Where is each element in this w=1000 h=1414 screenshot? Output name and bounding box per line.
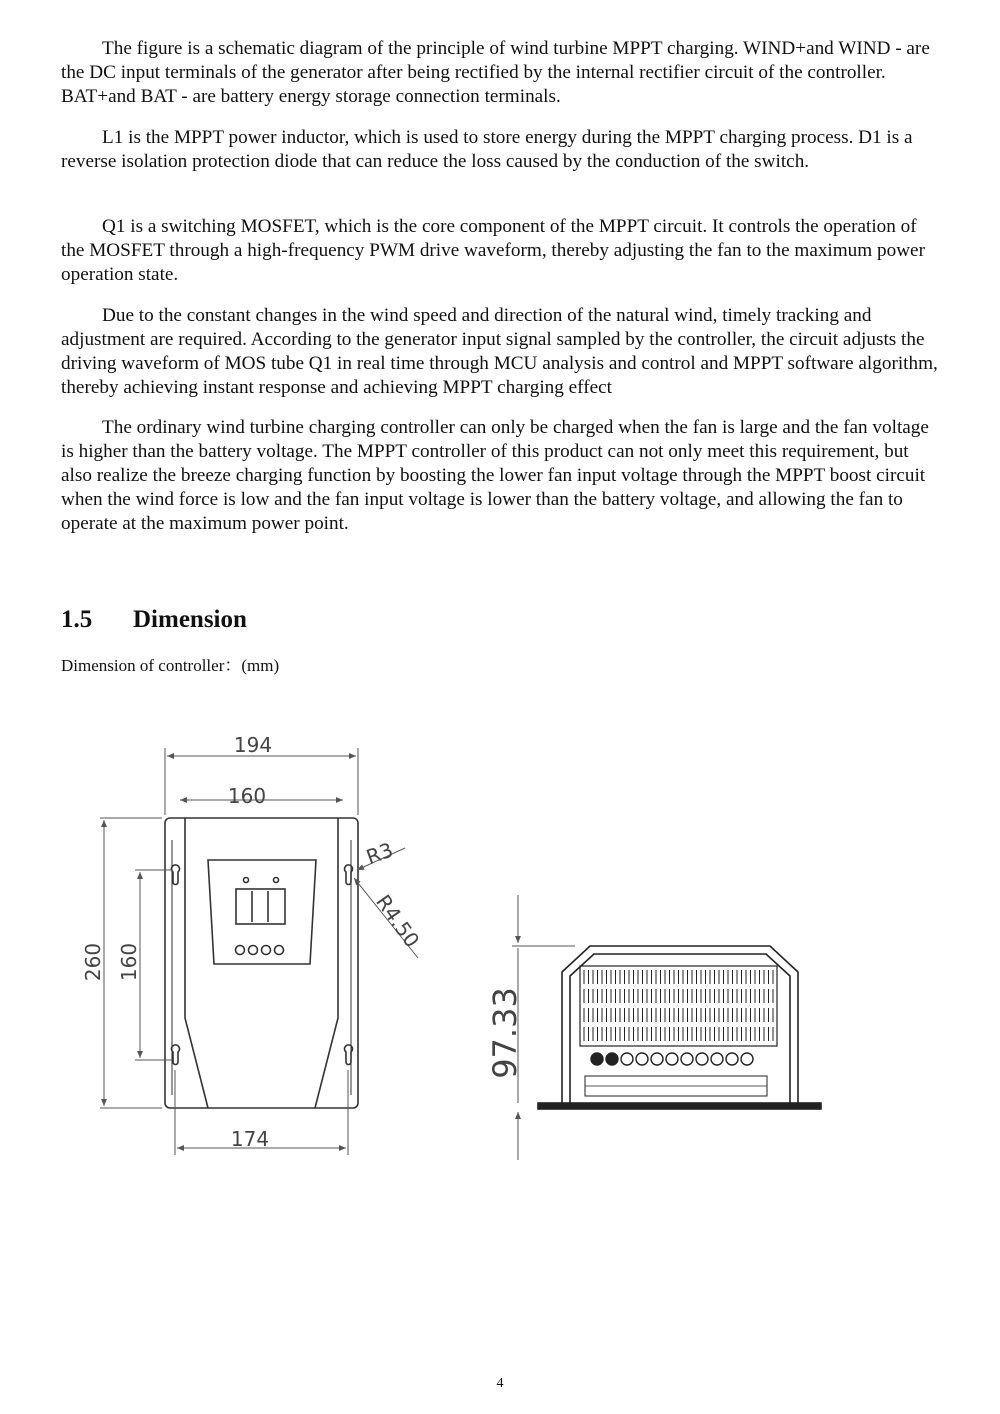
dim-hole-radius: R4.50: [371, 890, 425, 952]
dim-bottom-hole-spacing: 174: [230, 1127, 270, 1151]
dimension-drawing: [0, 700, 1000, 1180]
dim-corner-radius: R3: [362, 837, 397, 870]
housing-outline: [562, 946, 798, 1103]
face-right-edge: [315, 818, 338, 1108]
face-left-edge: [185, 818, 208, 1108]
terminal-row: [591, 1053, 753, 1065]
paragraph-wind-terminals: The figure is a schematic diagram of the principle of wind turbine MPPT charging. WIND+and WIND - are the DC input terminals of the generator after being rectified by the internal rectifier circuit of the controller. BAT+and BAT - are battery energy storage connection terminals.: [61, 38, 930, 107]
section-heading: [61, 606, 247, 634]
section-title: Dimension: [133, 606, 247, 633]
controller-outline: [165, 818, 358, 1108]
lcd-window: [236, 889, 285, 924]
dim-hole-spacing-vertical: 160: [117, 942, 141, 982]
dim-side-height: 97.33: [486, 987, 524, 1079]
dim-overall-width: 194: [233, 733, 273, 757]
figure-caption: Dimension of controller：(mm): [61, 656, 280, 675]
front-view: [165, 818, 358, 1108]
paragraph-tracking: Due to the constant changes in the wind speed and direction of the natural wind, timely tracking and adjustment are required. According to the generator input signal sampled by the controller, the circuit adjusts the driving waveform of MOS tube Q1 in real time through MCU analysis and control and MPPT software algorithm, thereby achieving instant response and achieving MPPT charging effect: [61, 305, 938, 398]
paragraph-breeze-charging: The ordinary wind turbine charging controller can only be charged when the fan is large and the fan voltage is higher than the battery voltage. The MPPT controller of this product can not only meet this requirement, but also realize the breeze charging function by boosting the lower fan input voltage through the MPPT boost circuit when the wind force is low and the fan input voltage is lower than the battery voltage, and allowing the fan to operate at the maximum power point.: [61, 417, 929, 534]
side-view: [538, 946, 821, 1109]
dim-inner-width: 160: [227, 784, 267, 808]
mounting-flange: [538, 1103, 821, 1109]
paragraph-mosfet: Q1 is a switching MOSFET, which is the core component of the MPPT circuit. It controls the operation of the MOSFET through a high-frequency PWM drive waveform, thereby adjusting the fan to the maximum power operation state.: [61, 216, 925, 285]
paragraph-inductor-diode: L1 is the MPPT power inductor, which is used to store energy during the MPPT charging process. D1 is a reverse isolation protection diode that can reduce the loss caused by the conduction of the switch.: [61, 127, 913, 172]
page-number: 4: [496, 1376, 504, 1391]
dim-overall-height: 260: [81, 942, 105, 982]
section-number: 1.5: [61, 606, 93, 633]
